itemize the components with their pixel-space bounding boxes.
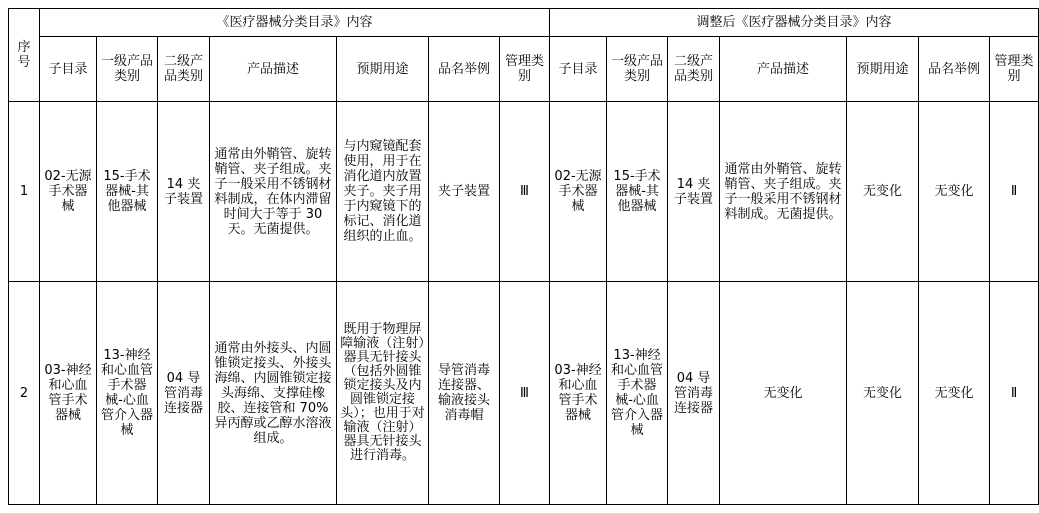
header-original-group: 《医疗器械分类目录》内容: [40, 9, 550, 37]
original-level1-cell: 15-手术器械-其他器械: [97, 102, 158, 282]
adjusted-level2-cell: 04 导管消毒连接器: [668, 282, 720, 505]
adjusted-examples-cell: 无变化: [919, 102, 990, 282]
original-level2-cell: 14 夹子装置: [158, 102, 210, 282]
adjusted-subdir-cell: 03-神经和心血管手术器械: [550, 282, 607, 505]
header-adjusted-level1: 一级产品类别: [607, 37, 668, 102]
table-row: [9, 102, 1039, 282]
header-adjusted-description: 产品描述: [720, 37, 847, 102]
header-row-group: [9, 9, 1039, 37]
original-examples-cell: 夹子装置: [429, 102, 500, 282]
header-original-level1: 一级产品类别: [97, 37, 158, 102]
adjusted-level1-cell: 13-神经和心血管手术器械-心血管介入器械: [607, 282, 668, 505]
header-adjusted-level2: 二级产品类别: [668, 37, 720, 102]
adjusted-level1-cell: 15-手术器械-其他器械: [607, 102, 668, 282]
header-original-description: 产品描述: [210, 37, 337, 102]
original-intended-use-cell: 与内窥镜配套使用，用于在消化道内放置夹子。夹子用于内窥镜下的标记、消化道组织的止血。: [337, 102, 429, 282]
adjusted-description-cell: 无变化: [720, 282, 847, 505]
header-original-subdir: 子目录: [40, 37, 97, 102]
original-level1-cell: 13-神经和心血管手术器械-心血管介入器械: [97, 282, 158, 505]
header-adjusted-intended-use: 预期用途: [847, 37, 919, 102]
original-class-cell: Ⅲ: [500, 102, 550, 282]
header-adjusted-subdir: 子目录: [550, 37, 607, 102]
adjusted-description-cell: 通常由外鞘管、旋转鞘管、夹子组成。夹子一般采用不锈钢材料制成。无菌提供。: [720, 102, 847, 282]
adjusted-examples-cell: 无变化: [919, 282, 990, 505]
original-examples-cell: 导管消毒连接器、输液接头消毒帽: [429, 282, 500, 505]
header-original-level2: 二级产品类别: [158, 37, 210, 102]
original-subdir-cell: 02-无源手术器械: [40, 102, 97, 282]
adjusted-class-cell: Ⅱ: [990, 102, 1039, 282]
original-class-cell: Ⅲ: [500, 282, 550, 505]
original-intended-use-cell: 既用于物理屏障输液（注射）器具无针接头（包括外圆锥锁定接头及内圆锥锁定接头）；也用于对输液（注射）器具无针接头进行消毒。: [337, 282, 429, 505]
original-subdir-cell: 03-神经和心血管手术器械: [40, 282, 97, 505]
adjusted-subdir-cell: 02-无源手术器械: [550, 102, 607, 282]
original-description-cell: 通常由外鞘管、旋转鞘管、夹子组成。夹子一般采用不锈钢材料制成，在体内滞留时间大于等于 30 天。无菌提供。: [210, 102, 337, 282]
header-adjusted-group: 调整后《医疗器械分类目录》内容: [550, 9, 1039, 37]
classification-table: [8, 8, 1039, 505]
header-adjusted-class: 管理类别: [990, 37, 1039, 102]
header-original-examples: 品名举例: [429, 37, 500, 102]
header-original-intended-use: 预期用途: [337, 37, 429, 102]
header-adjusted-examples: 品名举例: [919, 37, 990, 102]
header-row-columns: [9, 37, 1039, 102]
adjusted-intended-use-cell: 无变化: [847, 102, 919, 282]
original-description-cell: 通常由外接头、内圆锥锁定接头、外接头海绵、内圆锥锁定接头海绵、支撑硅橡胶、连接管和 70%异丙醇或乙醇水溶液组成。: [210, 282, 337, 505]
adjusted-intended-use-cell: 无变化: [847, 282, 919, 505]
row-seq: 2: [9, 282, 40, 505]
adjusted-class-cell: Ⅱ: [990, 282, 1039, 505]
adjusted-level2-cell: 14 夹子装置: [668, 102, 720, 282]
table-row: [9, 282, 1039, 505]
row-seq: 1: [9, 102, 40, 282]
header-original-class: 管理类别: [500, 37, 550, 102]
original-level2-cell: 04 导管消毒连接器: [158, 282, 210, 505]
header-seq: 序号: [9, 9, 40, 102]
